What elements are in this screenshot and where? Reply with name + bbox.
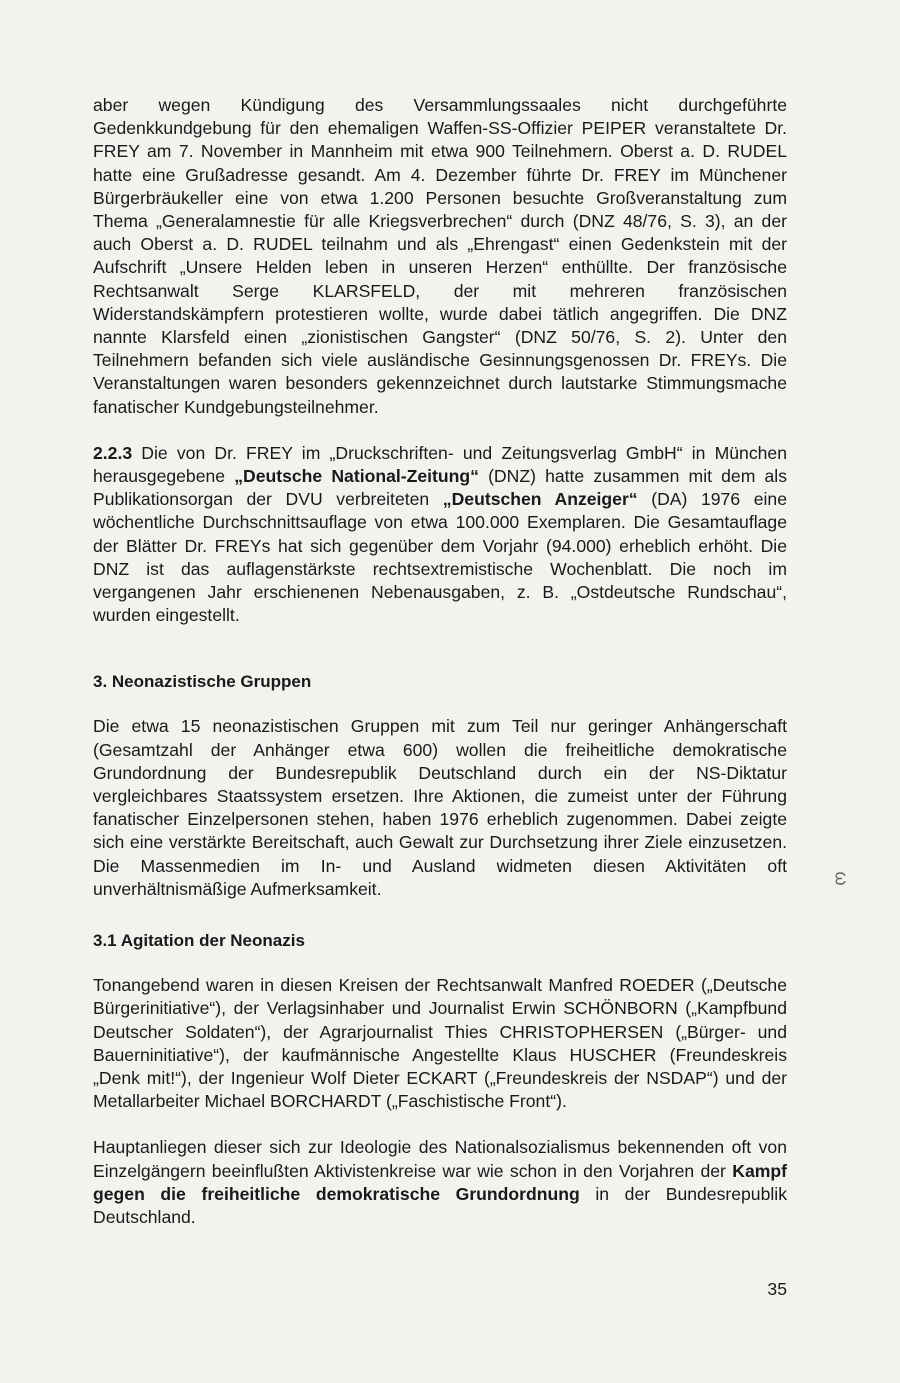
paragraph-neonazi-overview: Die etwa 15 neonazistischen Gruppen mit zum Teil nur geringer Anhängerschaft (Gesamtzahl der Anhänger etwa 600) wollen die freiheitliche demokratische Grundordnung der Bundesrepublik Deutschland durch ein der NS-Diktatur vergleichbares Staatssystem ersetzen. Ihre Aktionen, die zumeist unter der Führung fanatischer Einzelpersonen stehen, haben 1976 erheblich zugenommen. Dabei zeigte sich eine verstärkte Bereitschaft, auch Gewalt zur Durchsetzung ihrer Ziele einzusetzen. Die Massenmedien im In- und Ausland widmeten diesen Aktivitäten oft unverhältnismäßige Aufmerksamkeit. (93, 716, 787, 899)
page-number: 35 (767, 1279, 787, 1299)
subsection-heading-agitation: 3.1 Agitation der Neonazis (93, 931, 305, 951)
paragraph-rally-events: aber wegen Kündigung des Versammlungssaales nicht durchgeführte Gedenkkundgebung für den ehemaligen Waffen-SS-Offizier PEIPER veranstaltete Dr. FREY am 7. November in Mannheim mit etwa 900 Teilnehmern. Oberst a. D. RUDEL hatte eine Grußadresse gesandt. Am 4. Dezember führte Dr. FREY im Münchener Bürgerbräukeller eine von etwa 1.200 Personen besuchte Großveranstaltung zum Thema „Generalamnestie für alle Kriegsverbrechen“ durch (DNZ 48/76, S. 3), an der auch Oberst a. D. RUDEL teilnahm und als „Ehrengast“ einen Gedenkstein mit der Aufschrift „Unsere Helden leben in unseren Herzen“ enthüllte. Der französische Rechtsanwalt Serge KLARSFELD, der mit mehreren französischen Widerstandskämpfern protestieren wollte, wurde dabei tätlich angegriffen. Die DNZ nannte Klarsfeld einen „zionistischen Gangster“ (DNZ 50/76, S. 2). Unter den Teilnehmern befanden sich viele ausländische Gesinnungsgenossen Dr. FREYs. Die Veranstaltungen waren besonders gekennzeichnet durch lautstarke Stimmungsmache fanatischer Kundgebungsteilnehmer. (93, 95, 787, 417)
margin-mark: ω (831, 871, 852, 886)
newspaper-name-dnz: „Deutsche National-Zeitung“ (234, 466, 479, 487)
emphasis-text: Kampf gegen die freiheitliche demokratische Grundordnung (93, 1160, 787, 1204)
paragraph-dnz-circulation: 2.2.3 Die von Dr. FREY im „Druckschriften- und Zeitungsverlag GmbH“ in München herausgegebene „Deutsche National-Zeitung“ (DNZ) hatte zusammen mit dem als Publikationsorgan der DVU verbreiteten „Deutschen Anzeiger“ (DA) 1976 eine wöchentliche Durchschnittsauflage von etwa 100.000 Exemplaren. Die Gesamtauflage der Blätter Dr. FREYs hat sich gegenüber dem Vorjahr (94.000) erheblich erhöht. Die DNZ ist das auflagenstärkste rechtsextremistische Wochenblatt. Die noch im vergangenen Jahr erschienenen Nebenausgaben, z. B. „Ostdeutsche Rundschau“, wurden eingestellt. (93, 442, 788, 626)
section-heading-neonazi-groups: 3. Neonazistische Gruppen (93, 672, 312, 692)
document-body (93, 94, 787, 1252)
paragraph-leaders: Tonangebend waren in diesen Kreisen der Rechtsanwalt Manfred ROEDER („Deutsche Bürgerinitiative“), der Verlagsinhaber und Journalist Erwin SCHÖNBORN („Kampfbund Deutscher Soldaten“), der Agrarjournalist Thies CHRISTOPHERSEN („Bürger- und Bauerninitiative“), der kaufmännische Angestellte Klaus HUSCHER (Freundeskreis „Denk mit!“), der Ingenieur Wolf Dieter ECKART („Freundeskreis der NSDAP“) und der Metallarbeiter Michael BORCHARDT („Faschistische Front“). (93, 975, 787, 1112)
newspaper-name-da: „Deutschen Anzeiger“ (442, 489, 638, 510)
section-number: 2.2.3 (93, 442, 133, 463)
paragraph-main-concern: Hauptanliegen dieser sich zur Ideologie des Nationalsozialismus bekennenden oft von Einzelgängern beeinflußten Aktivistenkreise war wie schon in den Vorjahren der Kampf gegen die freiheitliche demokratische Grundordnung in der Bundesrepublik Deutschland. (93, 1137, 787, 1227)
